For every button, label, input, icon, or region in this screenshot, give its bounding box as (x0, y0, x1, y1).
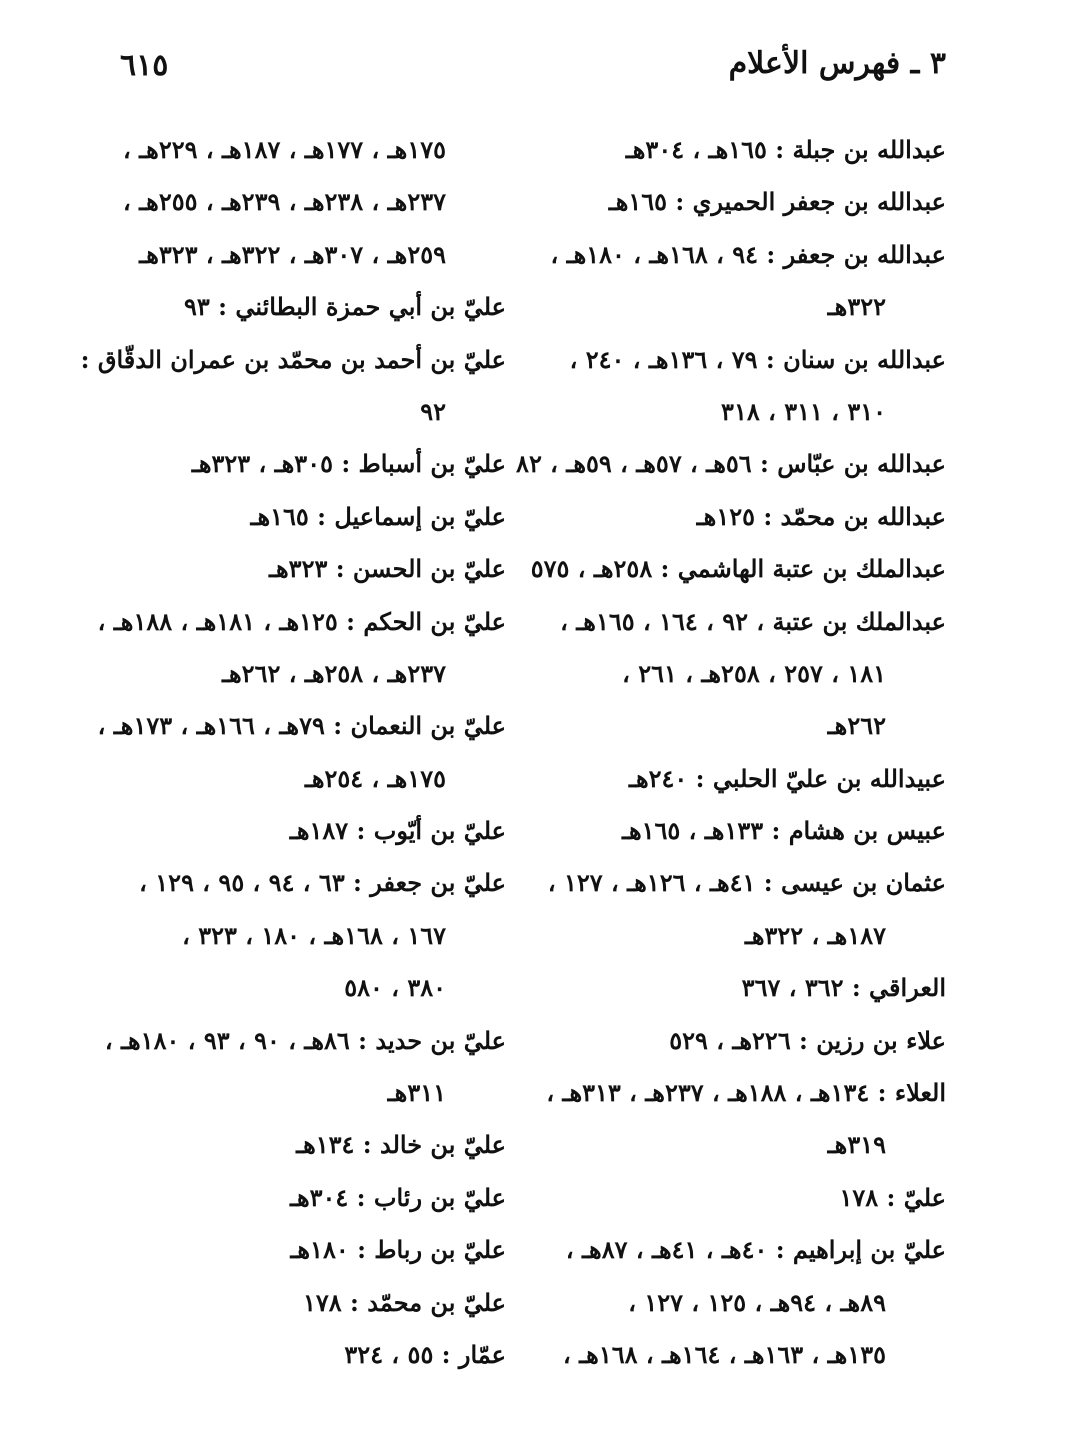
index-entry: عبيس بن هشام : ١٣٣هـ ، ١٦٥هـ (621, 816, 946, 846)
index-entry: عبدالله بن جبلة : ١٦٥هـ ، ٣٠٤هـ (625, 135, 946, 164)
index-entry: عليّ بن أيّوب : ١٨٧هـ (289, 816, 506, 846)
index-entry: العلاء : ١٣٤هـ ، ١٨٨هـ ، ٢٣٧هـ ، ٣١٣هـ ، (546, 1078, 946, 1108)
index-entry-continuation: ٨٩هـ ، ٩٤هـ ، ١٢٥ ، ١٢٧ ، (628, 1287, 886, 1317)
index-entry-continuation: ٢٥٩هـ ، ٣٠٧هـ ، ٣٢٢هـ ، ٣٢٣هـ (139, 239, 446, 269)
index-entry-continuation: ٩٢ (420, 396, 446, 426)
index-entry-continuation: ٢٦٢هـ (827, 711, 886, 741)
right-index-column (516, 124, 946, 1381)
index-entry-continuation: ١٣٥هـ ، ١٦٣هـ ، ١٦٤هـ ، ١٦٨هـ ، (563, 1339, 886, 1369)
index-entry: عبدالملك بن عتبة ، ٩٢ ، ١٦٤ ، ١٦٥هـ ، (560, 606, 946, 636)
section-title: ٣ ـ فهرس الأعلام (728, 46, 946, 81)
index-entry-continuation: ٣١٠ ، ٣١١ ، ٣١٨ (721, 396, 886, 426)
index-entry-continuation: ١٨١ ، ٢٥٧ ، ٢٥٨هـ ، ٢٦١ ، (622, 658, 886, 688)
index-entry: عليّ : ١٧٨ (839, 1182, 946, 1212)
page-header (120, 46, 946, 96)
index-entry: عبدالملك بن عتبة الهاشمي : ٢٥٨هـ ، ٥٧٥ (530, 554, 946, 584)
index-entry: عمّار : ٥٥ ، ٣٢٤ (344, 1339, 506, 1369)
index-entry-continuation: ٣٨٠ ، ٥٨٠ (344, 973, 446, 1003)
index-entry: عثمان بن عيسى : ٤١هـ ، ١٢٦هـ ، ١٢٧ ، (547, 868, 946, 898)
index-entry: عبدالله بن عبّاس : ٥٦هـ ، ٥٧هـ ، ٥٩هـ ، ٨٢ (516, 449, 946, 479)
index-entry: عبدالله بن محمّد : ١٢٥هـ (696, 501, 946, 531)
left-index-column (80, 124, 506, 1381)
index-entry: العراقي : ٣٦٢ ، ٣٦٧ (741, 973, 946, 1003)
index-entry: عليّ بن رباط : ١٨٠هـ (290, 1235, 506, 1265)
index-entry: عليّ بن محمّد : ١٧٨ (303, 1287, 506, 1317)
index-entry: عليّ بن رئاب : ٣٠٤هـ (289, 1182, 506, 1212)
index-entry: عبيدالله بن عليّ الحلبي : ٢٤٠هـ (628, 763, 946, 793)
index-entry-continuation: ٣٢٢هـ (827, 292, 886, 322)
index-entry-continuation: ٣١١هـ (387, 1078, 446, 1108)
index-entry: عبدالله بن سنان : ٧٩ ، ١٣٦هـ ، ٢٤٠ ، (569, 344, 946, 374)
index-entry: عليّ بن إبراهيم : ٤٠هـ ، ٤١هـ ، ٨٧هـ ، (565, 1235, 946, 1265)
index-entry: عبدالله بن جعفر : ٩٤ ، ١٦٨هـ ، ١٨٠هـ ، (550, 239, 946, 269)
index-entry: عليّ بن أسباط : ٣٠٥هـ ، ٣٢٣هـ (191, 449, 506, 479)
index-entry-continuation: ١٧٥هـ ، ٢٥٤هـ (304, 763, 446, 793)
index-entry: عبدالله بن جعفر الحميري : ١٦٥هـ (608, 187, 946, 217)
index-entry: عليّ بن جعفر : ٦٣ ، ٩٤ ، ٩٥ ، ١٢٩ ، (139, 868, 506, 898)
index-entry: عليّ بن الحسن : ٣٢٣هـ (268, 554, 506, 584)
index-entry-continuation: ١٨٧هـ ، ٣٢٢هـ (744, 920, 886, 950)
index-entry-continuation: ١٦٧ ، ١٦٨هـ ، ١٨٠ ، ٣٢٣ ، (182, 920, 446, 950)
index-entry-continuation: ١٧٥هـ ، ١٧٧هـ ، ١٨٧هـ ، ٢٢٩هـ ، (123, 135, 446, 164)
index-entry: عليّ بن أحمد بن محمّد بن عمران الدقّاق : (80, 344, 506, 374)
index-entry-continuation: ٣١٩هـ (827, 1130, 886, 1160)
index-entry: عليّ بن الحكم : ١٢٥هـ ، ١٨١هـ ، ١٨٨هـ ، (97, 606, 506, 636)
index-entry-continuation: ٢٣٧هـ ، ٢٣٨هـ ، ٢٣٩هـ ، ٢٥٥هـ ، (123, 187, 446, 217)
index-entry: علاء بن رزين : ٢٢٦هـ ، ٥٢٩ (669, 1025, 946, 1055)
page-number: ٦١٥ (120, 48, 169, 83)
index-entry: عليّ بن النعمان : ٧٩هـ ، ١٦٦هـ ، ١٧٣هـ ، (97, 711, 506, 741)
index-entry: عليّ بن إسماعيل : ١٦٥هـ (250, 501, 506, 531)
index-entry: عليّ بن خالد : ١٣٤هـ (296, 1130, 506, 1160)
index-entry: عليّ بن حديد : ٨٦هـ ، ٩٠ ، ٩٣ ، ١٨٠هـ ، (104, 1025, 506, 1055)
index-entry-continuation: ٢٣٧هـ ، ٢٥٨هـ ، ٢٦٢هـ (221, 658, 446, 688)
index-entry: عليّ بن أبي حمزة البطائني : ٩٣ (183, 292, 506, 322)
